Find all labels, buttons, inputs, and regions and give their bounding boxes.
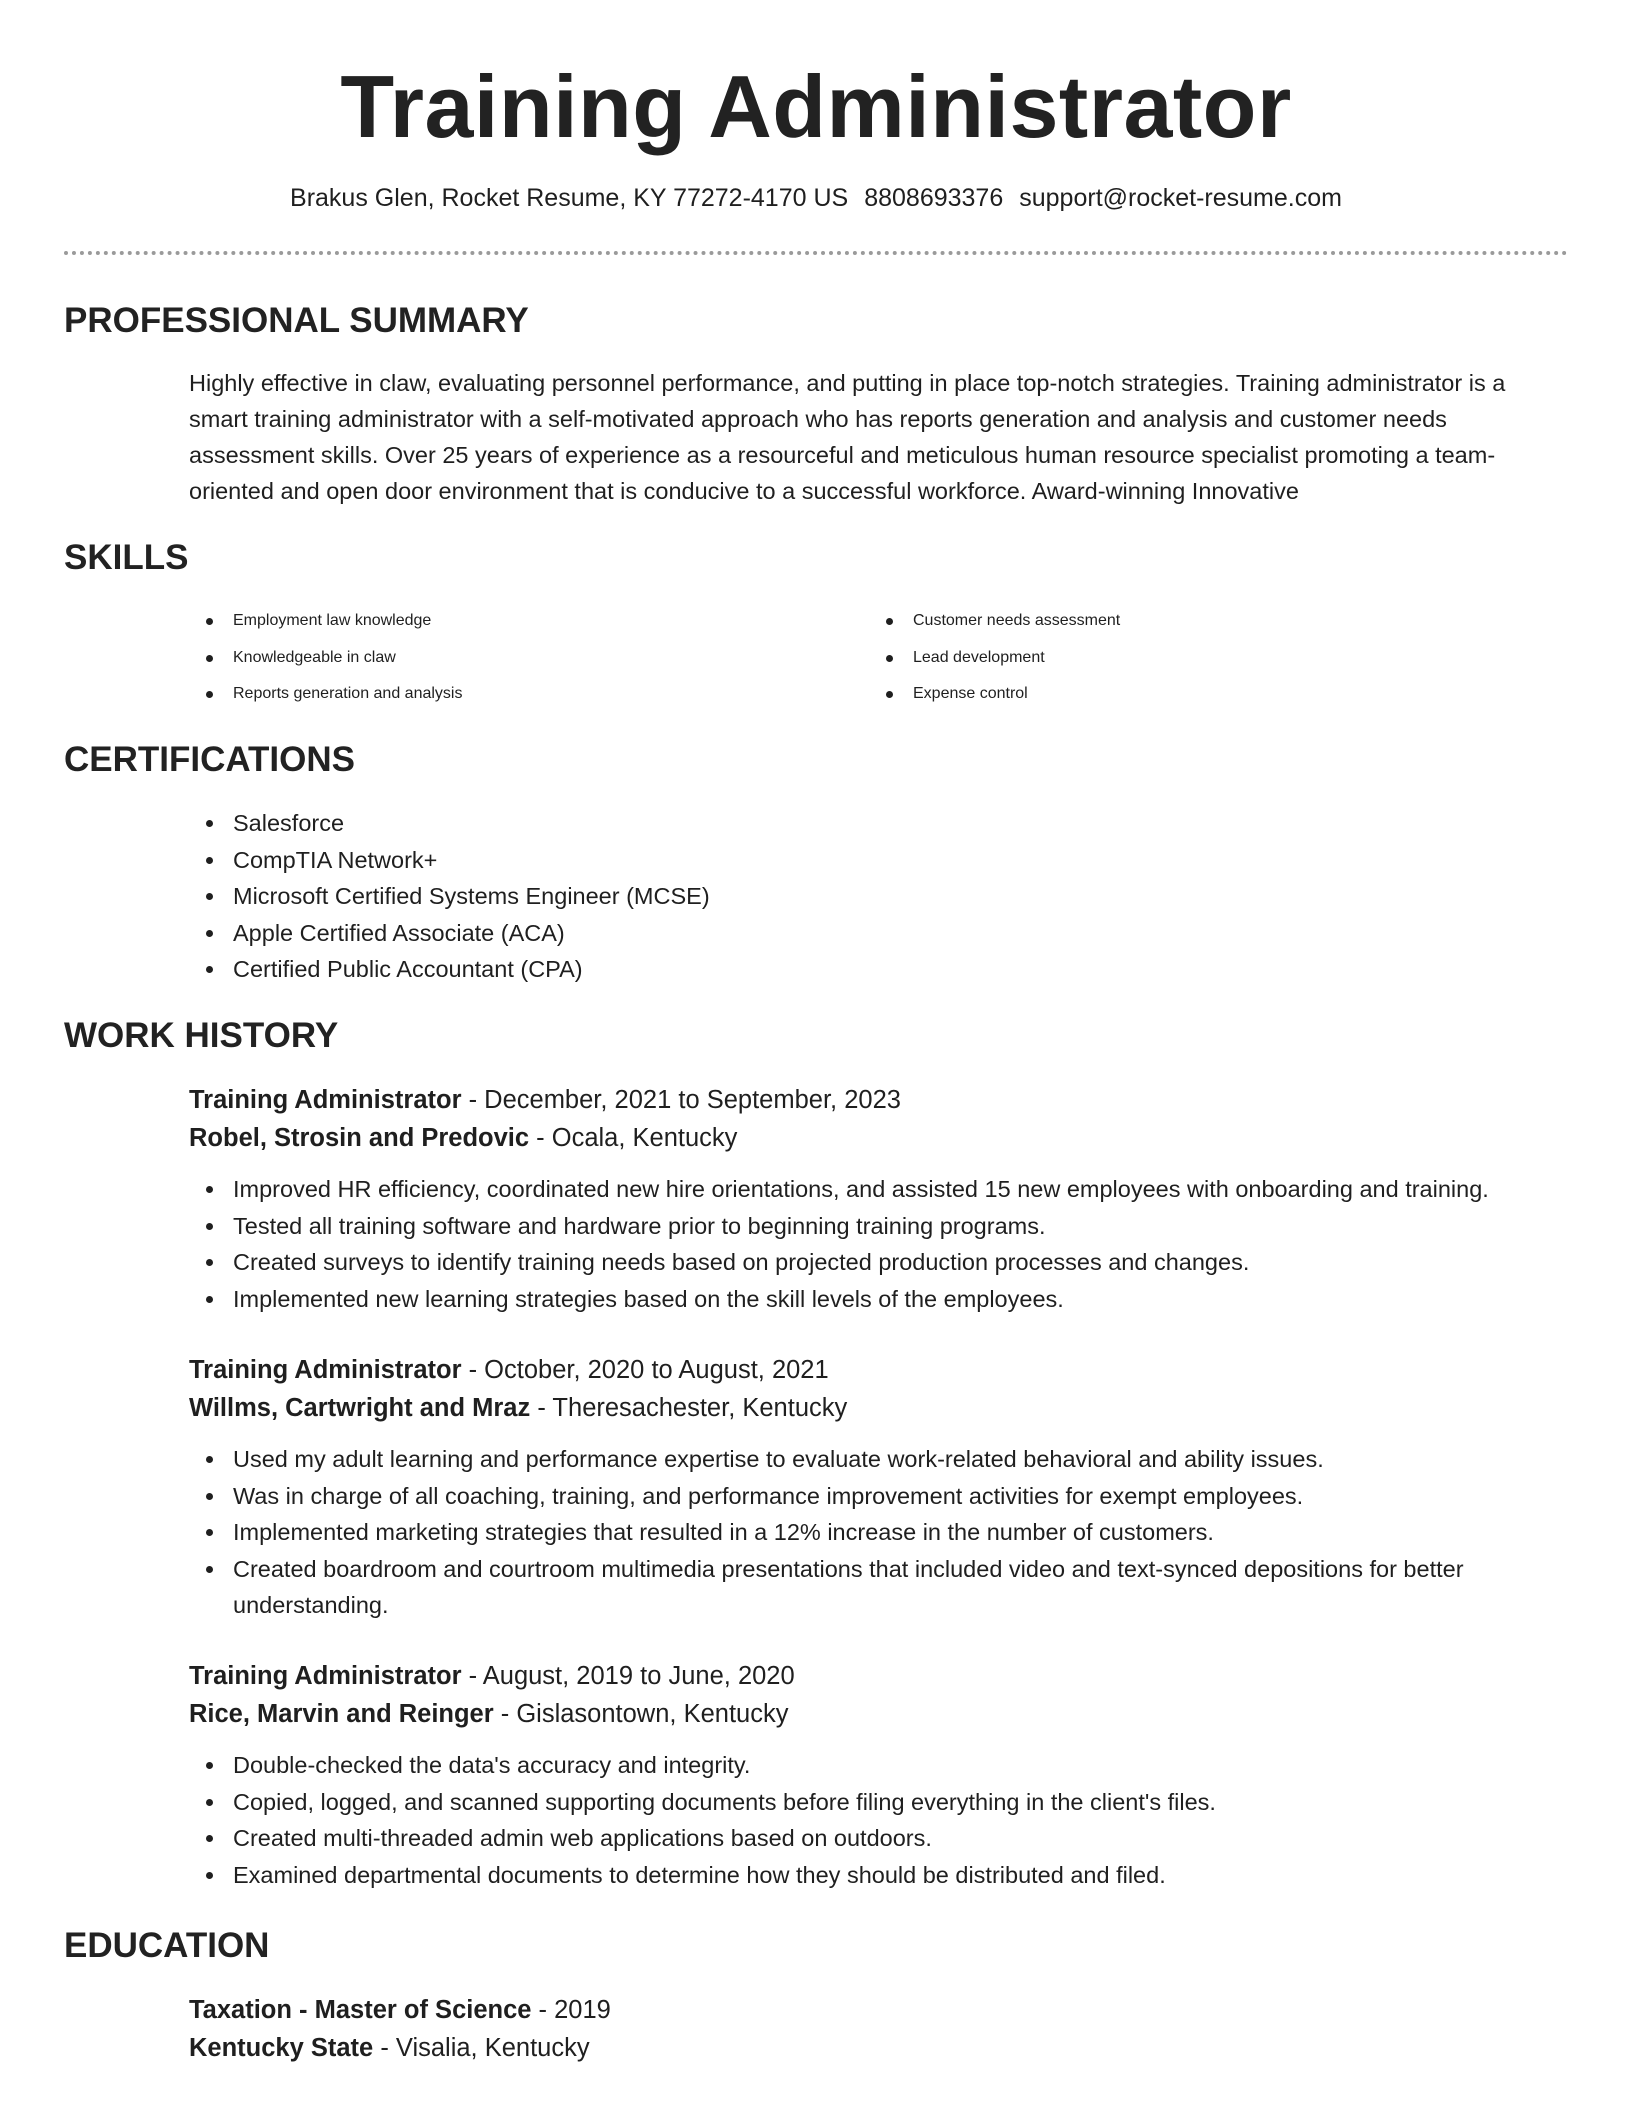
education-degree: Taxation - Master of Science (189, 1996, 532, 2024)
job-location: - Theresachester, Kentucky (530, 1394, 848, 1422)
skill-item: Lead development (869, 640, 1469, 677)
skills-right-column (869, 603, 1469, 713)
work-history-heading: WORK HISTORY (64, 1016, 339, 1055)
education-school: Kentucky State (189, 2034, 374, 2062)
certification-item: Apple Certified Associate (ACA) (189, 915, 1569, 952)
job-bullet: Used my adult learning and performance expertise to evaluate work-related behavioral and ability issues. (189, 1441, 1569, 1478)
job-bullets (189, 1747, 1569, 1893)
job-dates: - August, 2019 to June, 2020 (461, 1662, 795, 1690)
contact-address: Brakus Glen, Rocket Resume, KY 77272-4170 US (290, 184, 849, 212)
contact-phone: 8808693376 (864, 184, 1004, 212)
job-bullet: Was in charge of all coaching, training, and performance improvement activities for exempt employees. (189, 1478, 1569, 1515)
job-company: Robel, Strosin and Predovic (189, 1124, 530, 1152)
certification-item: Certified Public Accountant (CPA) (189, 951, 1569, 988)
skills-left-column (189, 603, 789, 713)
skills-heading: SKILLS (64, 538, 189, 577)
education-heading: EDUCATION (64, 1926, 270, 1965)
job-title-line (189, 1657, 1569, 1695)
job-bullet: Tested all training software and hardware prior to beginning training programs. (189, 1208, 1569, 1245)
job-company: Rice, Marvin and Reinger (189, 1700, 494, 1728)
job-company-line (189, 1119, 1569, 1157)
education-location: - Visalia, Kentucky (373, 2034, 590, 2062)
job-company: Willms, Cartwright and Mraz (189, 1394, 531, 1422)
job-bullet: Created surveys to identify training needs based on projected production processes and changes. (189, 1244, 1569, 1281)
skill-item: Reports generation and analysis (189, 676, 789, 713)
summary-text: Highly effective in claw, evaluating personnel performance, and putting in place top-notch strategies. Training administrator is a smart training administrator with a self-motivated approach who has reports generation and analysis and customer needs assessment skills. Over 25 years of experience as a resourceful and meticulous human resource specialist promoting a team-oriented and open door environment that is conducive to a successful workforce. Award-winning Innovative (189, 370, 1506, 504)
certification-item: Microsoft Certified Systems Engineer (MCSE) (189, 878, 1569, 915)
job-bullet: Created boardroom and courtroom multimedia presentations that included video and text-synced depositions for better understanding. (189, 1551, 1569, 1624)
job-company-line (189, 1389, 1569, 1427)
contact-line (0, 181, 1632, 215)
skill-item: Customer needs assessment (869, 603, 1469, 640)
contact-email: support@rocket-resume.com (1019, 184, 1342, 212)
job-entry (189, 1351, 1569, 1624)
education-entry (189, 1991, 1569, 2067)
job-entry (189, 1081, 1569, 1317)
education-year: - 2019 (531, 1996, 611, 2024)
job-bullet: Examined departmental documents to determine how they should be distributed and filed. (189, 1857, 1569, 1894)
certifications-list (189, 805, 1569, 988)
job-title: Training Administrator (189, 1662, 462, 1690)
job-bullets (189, 1171, 1569, 1317)
certification-item: CompTIA Network+ (189, 842, 1569, 879)
job-dates: - October, 2020 to August, 2021 (461, 1356, 829, 1384)
resume-title: Training Administrator (340, 57, 1292, 156)
skill-item: Knowledgeable in claw (189, 640, 789, 677)
education-degree-line (189, 1991, 1569, 2029)
job-bullet: Created multi-threaded admin web applications based on outdoors. (189, 1820, 1569, 1857)
job-location: - Ocala, Kentucky (529, 1124, 738, 1152)
job-title: Training Administrator (189, 1356, 462, 1384)
skill-item: Expense control (869, 676, 1469, 713)
skill-item: Employment law knowledge (189, 603, 789, 640)
summary-heading: PROFESSIONAL SUMMARY (64, 301, 529, 340)
job-bullet: Improved HR efficiency, coordinated new hire orientations, and assisted 15 new employees with onboarding and training. (189, 1171, 1569, 1208)
certifications-heading: CERTIFICATIONS (64, 740, 356, 779)
job-location: - Gislasontown, Kentucky (493, 1700, 789, 1728)
job-company-line (189, 1695, 1569, 1733)
job-dates: - December, 2021 to September, 2023 (461, 1086, 901, 1114)
job-bullet: Double-checked the data's accuracy and integrity. (189, 1747, 1569, 1784)
certification-item: Salesforce (189, 805, 1569, 842)
job-entry (189, 1657, 1569, 1893)
job-title-line (189, 1081, 1569, 1119)
job-bullets (189, 1441, 1569, 1624)
job-bullet: Copied, logged, and scanned supporting documents before filing everything in the client's files. (189, 1784, 1569, 1821)
header-divider (64, 251, 1568, 255)
job-bullet: Implemented new learning strategies based on the skill levels of the employees. (189, 1281, 1569, 1318)
education-school-line (189, 2029, 1569, 2067)
job-title: Training Administrator (189, 1086, 462, 1114)
job-title-line (189, 1351, 1569, 1389)
job-bullet: Implemented marketing strategies that resulted in a 12% increase in the number of customers. (189, 1514, 1569, 1551)
